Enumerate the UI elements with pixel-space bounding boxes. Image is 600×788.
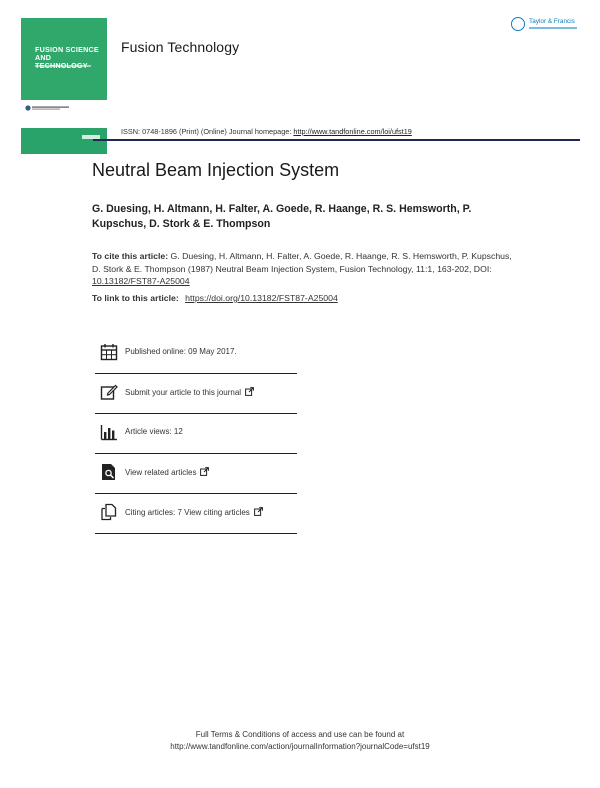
journal-cover — [21, 18, 107, 136]
related-row[interactable] — [95, 454, 297, 494]
tf-circle-icon — [511, 17, 525, 31]
external-link-icon — [200, 467, 209, 476]
related-articles-link[interactable] — [125, 467, 209, 477]
footer-terms-link[interactable]: http://www.tandfonline.com/action/journalInformation?journalCode=ufst19 — [170, 742, 430, 751]
submit-article-link[interactable] — [125, 387, 254, 397]
edit-icon — [100, 383, 118, 401]
search-document-icon — [100, 463, 118, 481]
cover-title: FUSION SCIENCE AND — [35, 45, 99, 62]
article-title: Neutral Beam Injection System — [92, 160, 340, 180]
external-link-icon — [254, 507, 263, 516]
journal-name: Fusion Technology — [121, 39, 240, 55]
citing-label: Citing articles: 7 View citing articles — [125, 508, 250, 517]
issn-text: ISSN: 0748-1896 (Print) (Online) Journal homepage: — [121, 127, 292, 136]
cite-text: G. Duesing, H. Altmann, H. Falter, A. Goede, R. Haange, R. S. Hemsworth, P. Kupschus, D. Stork & E. Thompson (1987) Neutral Beam Injection System, Fusion Technology, 11:1, 163-202, DOI: — [92, 251, 512, 274]
cite-label: To cite this article: — [92, 251, 169, 261]
link-to-article — [92, 293, 338, 303]
views-row — [95, 414, 297, 454]
tf-logo-text: Taylor & Francis — [529, 18, 575, 25]
submit-row[interactable] — [95, 374, 297, 414]
article-info-list — [95, 334, 297, 534]
external-link-icon — [245, 387, 254, 396]
published-date: Published online: 09 May 2017. — [125, 347, 237, 356]
submit-label: Submit your article to this journal — [125, 388, 242, 397]
calendar-icon — [100, 343, 118, 361]
footer-terms-text: Full Terms & Conditions of access and use can be found at — [195, 730, 405, 739]
link-label: To link to this article: — [92, 293, 179, 303]
citing-documents-icon — [100, 503, 118, 521]
tf-logo-subline — [529, 27, 577, 29]
article-doi-link[interactable]: https://doi.org/10.13182/FST87-A25004 — [185, 293, 338, 303]
related-label: View related articles — [125, 468, 197, 477]
published-row — [95, 334, 297, 374]
cover-bottom-panel — [21, 128, 107, 154]
bar-chart-icon — [100, 423, 118, 441]
taylor-francis-logo[interactable] — [509, 15, 584, 37]
cover-society-logo — [25, 105, 71, 111]
citing-row[interactable] — [95, 494, 297, 534]
article-authors: G. Duesing, H. Altmann, H. Falter, A. Goede, R. Haange, R. S. Hemsworth, P. Kupschus, D. Stork & E. Thompson — [92, 203, 472, 230]
cover-subtitle-line — [35, 65, 91, 67]
footer-terms — [0, 729, 600, 753]
cite-doi-link[interactable]: 10.13182/FST87-A25004 — [92, 276, 190, 287]
citation-block — [92, 250, 522, 288]
issn-line — [121, 127, 412, 136]
article-views: Article views: 12 — [125, 427, 183, 436]
journal-homepage-link[interactable]: http://www.tandfonline.com/loi/ufst19 — [293, 127, 412, 136]
citing-articles-link[interactable] — [125, 507, 263, 517]
header-divider — [93, 139, 580, 141]
